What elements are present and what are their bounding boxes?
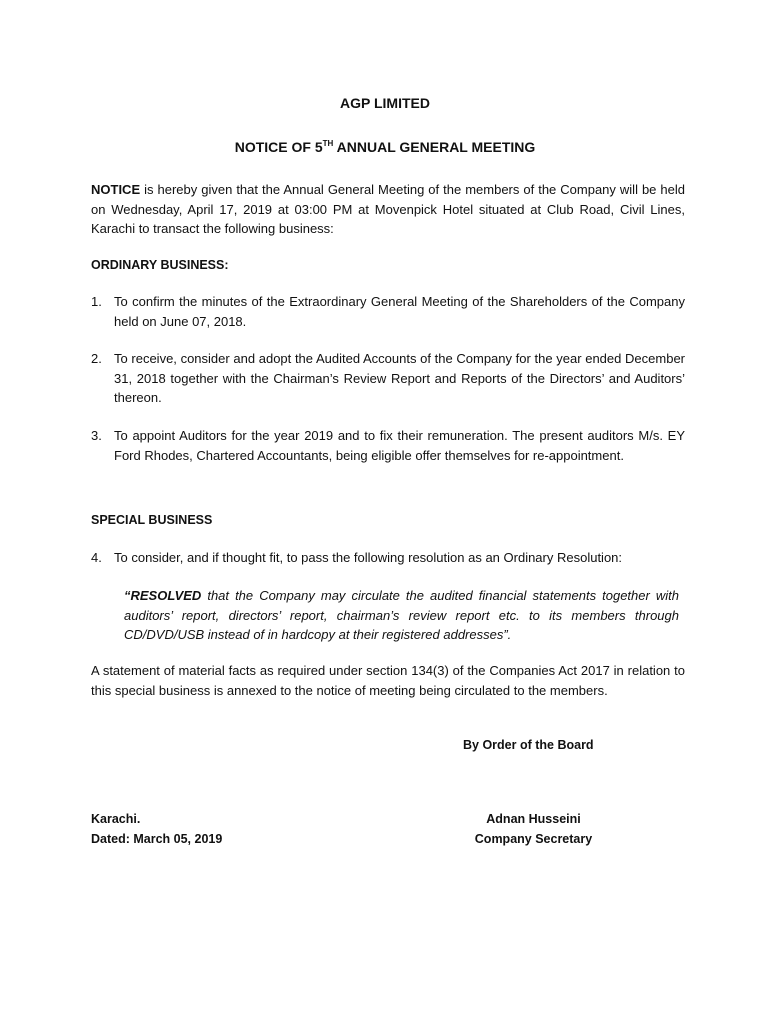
special-business-heading: SPECIAL BUSINESS [91, 513, 213, 527]
agenda-item [91, 426, 685, 465]
signatory-block [466, 809, 601, 849]
intro-text: is hereby given that the Annual General Meeting of the members of the Company will be held on Wednesday, April 17, 2019 at 03:00 PM at Movenpick Hotel situated at Club Road, Civil Lines, Karachi to transact the following business: [91, 182, 685, 236]
intro-lead: NOTICE [91, 182, 141, 197]
notice-title-post: ANNUAL GENERAL MEETING [333, 139, 536, 155]
ordinary-business-heading: ORDINARY BUSINESS: [91, 258, 229, 272]
agenda-item-text: To consider, and if thought fit, to pass the following resolution as an Ordinary Resolution: [114, 550, 623, 565]
agenda-item-text: To receive, consider and adopt the Audited Accounts of the Company for the year ended December 31, 2018 together with the Chairman’s Review Report and Reports of the Directors’ and Auditors’ thereon. [114, 351, 685, 405]
company-title: AGP LIMITED [340, 95, 430, 111]
signatory-title: Company Secretary [474, 832, 593, 846]
agenda-item-number: 1. [91, 294, 102, 309]
agenda-item [91, 292, 685, 331]
signatory-name: Adnan Husseini [486, 812, 581, 826]
place-date-block [91, 809, 222, 849]
resolution-text [124, 586, 679, 645]
agenda-item-number: 2. [91, 351, 102, 366]
agenda-item-text: To confirm the minutes of the Extraordinary General Meeting of the Shareholders of the Company held on June 07, 2018. [114, 294, 685, 329]
statement-paragraph: A statement of material facts as required under section 134(3) of the Companies Act 2017 in relation to this special business is annexed to the notice of meeting being circulated to the members. [91, 663, 685, 698]
place-label: Karachi. [91, 812, 141, 826]
date-label: Dated: March 05, 2019 [91, 832, 223, 846]
notice-title [0, 139, 770, 155]
agenda-item-number: 3. [91, 428, 102, 443]
agenda-item [91, 548, 685, 568]
resolution-body: that the Company may circulate the audited financial statements together with auditors’ report, directors’ report, chairman’s review report etc. to its members through CD/DVD/USB instead of in hardcopy at their registered addresses”. [124, 588, 679, 642]
notice-title-pre: NOTICE OF 5 [234, 139, 323, 155]
order-of-board-line: By Order of the Board [463, 738, 594, 752]
agenda-item-text: To appoint Auditors for the year 2019 and to fix their remuneration. The present auditors M/s. EY Ford Rhodes, Chartered Accountants, being eligible offer themselves for re-appointment. [114, 428, 685, 463]
agenda-item [91, 349, 685, 408]
agenda-item-number: 4. [91, 550, 102, 565]
notice-title-superscript: TH [322, 139, 334, 148]
intro-paragraph [91, 180, 685, 239]
resolution-lead: “RESOLVED [124, 588, 202, 603]
